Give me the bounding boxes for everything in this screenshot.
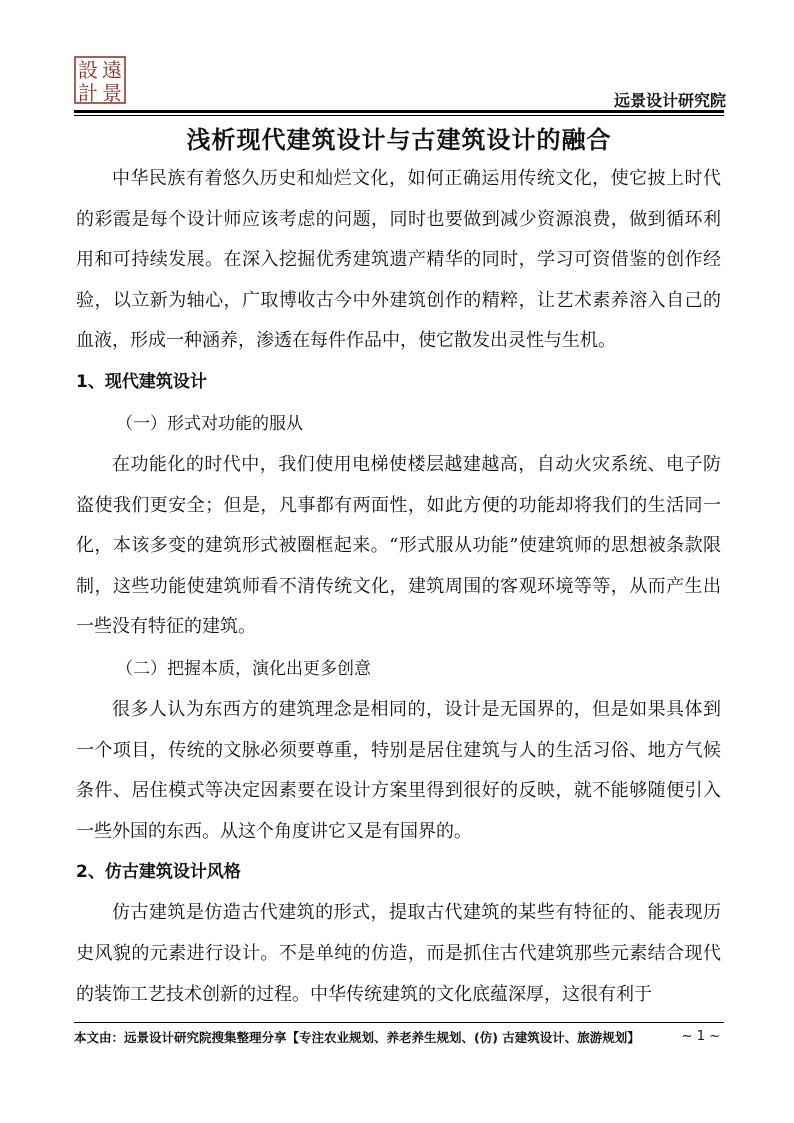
document-body [76, 159, 721, 1015]
section-heading: 2、仿古建筑设计风格 [76, 862, 241, 883]
seal-char: 計 [78, 81, 98, 104]
body-paragraph: 在功能化的时代中，我们使用电梯使楼层越建越高，自动火灾系统、电子防盗使我们更安全；但是，凡事都有两面性，如此方便的功能却将我们的生活同一化，本该多变的建筑形式被圈框起来。“形式服从功能”使建筑师的思想被条款限制，这些功能使建筑师看不清传统文化，建筑周围的客观环境等等，从而产生出一些没有特征的建筑。 [76, 453, 721, 638]
subsection-heading: （一）形式对功能的服从 [116, 413, 303, 434]
footer-source-note: 本文由：远景设计研究院搜集整理分享【专注农业规划、养老养生规划、(仿) 古建筑设计、旅游规划】 [74, 1030, 640, 1045]
section-heading: 1、现代建筑设计 [76, 371, 207, 392]
seal-char: 景 [102, 81, 122, 104]
intro-paragraph: 中华民族有着悠久历史和灿烂文化，如何正确运用传统文化，使它披上时代的彩霞是每个设计师应该考虑的问题，同时也要做到减少资源浪费，做到循环利用和可持续发展。在深入挖掘优秀建筑遗产精华的同时，学习可资借鉴的创作经验，以立新为轴心，广取博收古今中外建筑创作的精粹，让艺术素养溶入自己的血液，形成一种涵养，渗透在每件作品中，使它散发出灵性与生机。 [76, 168, 721, 352]
body-paragraph: 仿古建筑是仿造古代建筑的形式，提取古代建筑的某些有特征的、能表现历史风貌的元素进行设计。不是单纯的仿造，而是抓住古代建筑那些元素结合现代的装饰工艺技术创新的过程。中华传统建筑的文化底蕴深厚，这很有利于 [76, 902, 721, 1005]
header-divider-thin [74, 115, 724, 116]
page-number: ~ 1 ~ [681, 1029, 720, 1044]
body-paragraph: 很多人认为东西方的建筑理念是相同的，设计是无国界的，但是如果具体到一个项目，传统的文脉必须要尊重，特别是居住建筑与人的生活习俗、地方气候条件、居住模式等决定因素要在设计方案里得到很好的反映，就不能够随便引入一些外国的东西。从这个角度讲它又是有国界的。 [76, 698, 721, 842]
header-divider [74, 110, 724, 113]
document-title: 浅析现代建筑设计与古建筑设计的融合 [186, 126, 612, 154]
seal-char: 設 [78, 58, 98, 82]
seal-char: 遠 [102, 58, 122, 82]
subsection-heading: （二）把握本质，演化出更多创意 [116, 658, 371, 679]
header-org-name: 远景设计研究院 [613, 91, 726, 110]
footer-divider [74, 1022, 724, 1023]
